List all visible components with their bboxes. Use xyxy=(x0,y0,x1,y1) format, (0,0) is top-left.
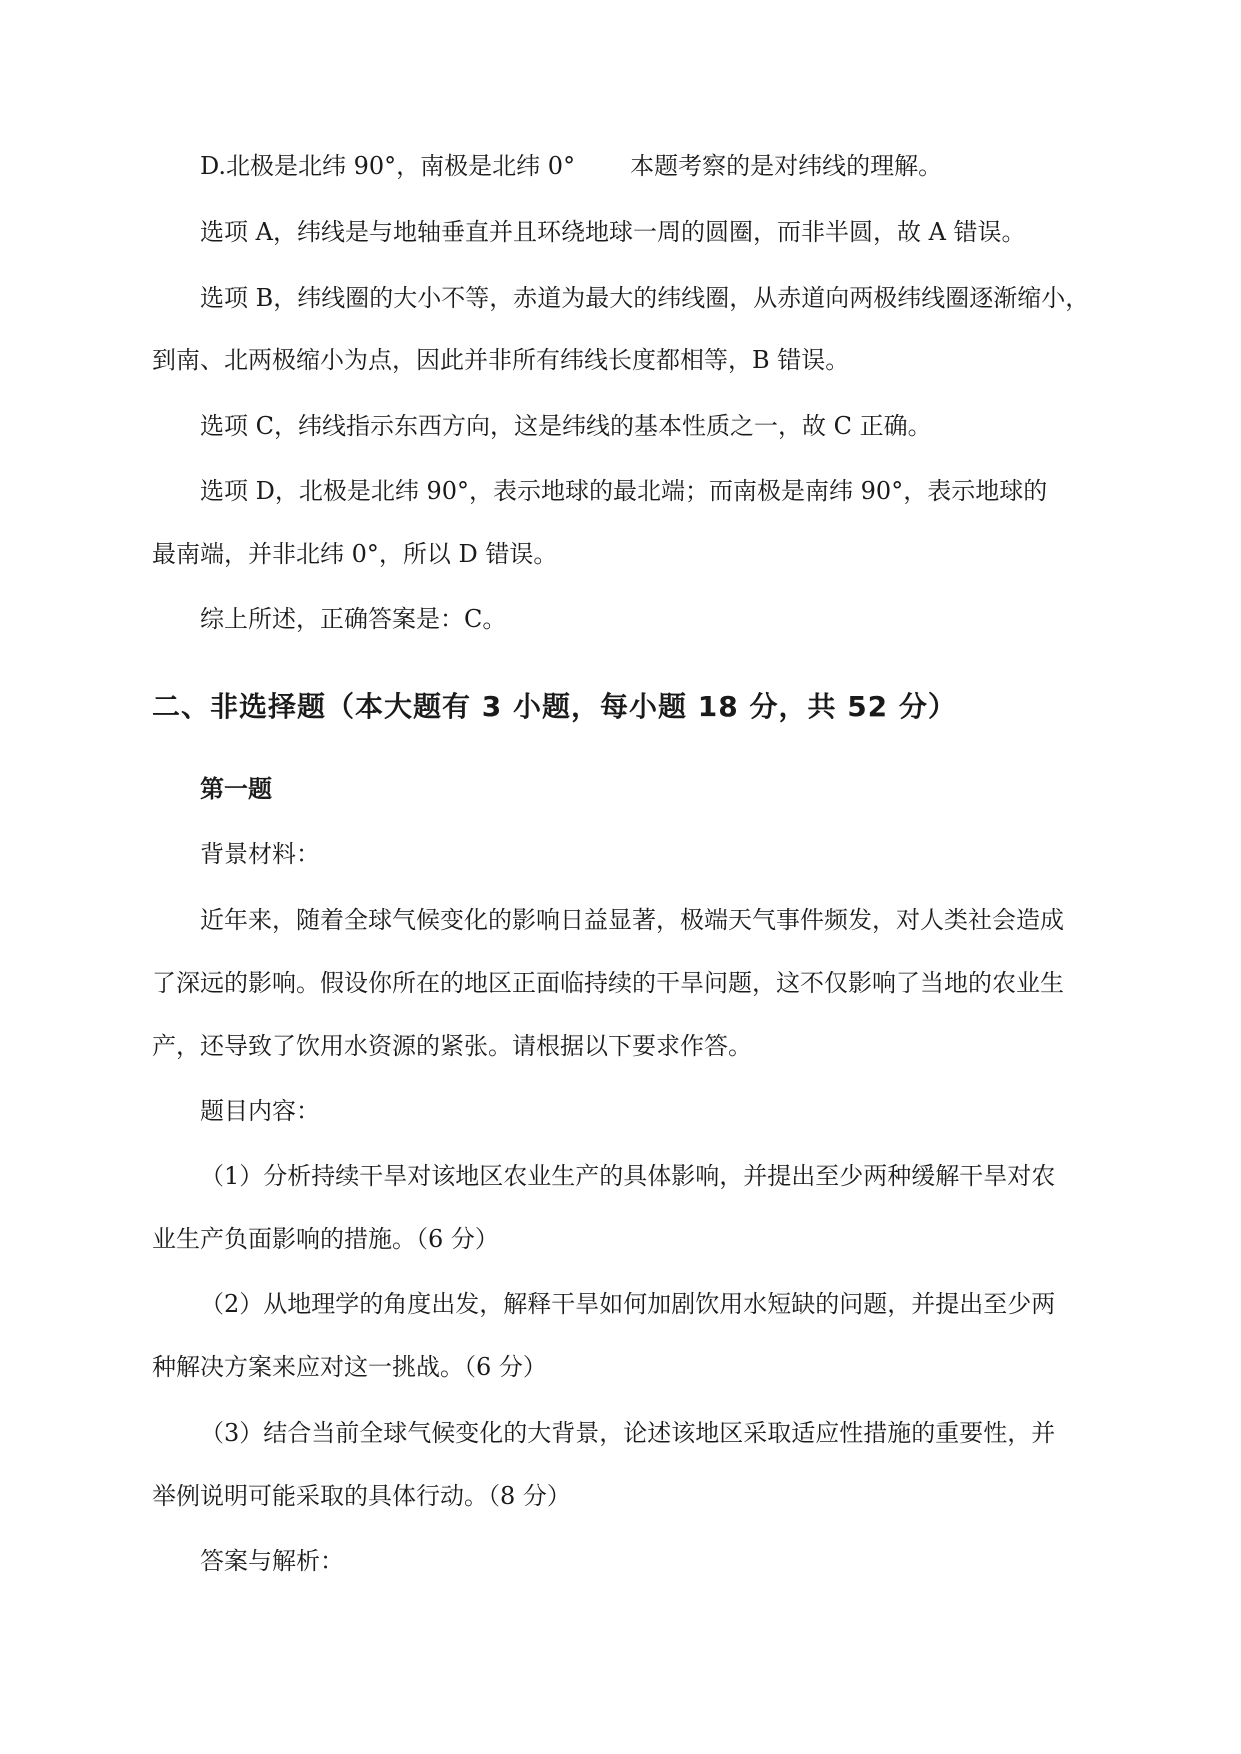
item-1-line-2: 业生产负面影响的措施。（6 分） xyxy=(152,1225,499,1253)
explain-c: 选项 C，纬线指示东西方向，这是纬线的基本性质之一，故 C 正确。 xyxy=(200,412,932,440)
background-label: 背景材料： xyxy=(200,840,320,868)
content-label: 题目内容： xyxy=(200,1097,320,1125)
item-3-line-2: 举例说明可能采取的具体行动。（8 分） xyxy=(152,1482,571,1510)
explain-b-line-2: 到南、北两极缩小为点，因此并非所有纬线长度都相等，B 错误。 xyxy=(152,346,850,374)
topic-note: 本题考察的是对纬线的理解。 xyxy=(630,152,943,180)
option-d-text: D.北极是北纬 90°，南极是北纬 0° xyxy=(200,152,576,180)
explain-d-line-2: 最南端，并非北纬 0°，所以 D 错误。 xyxy=(152,540,558,568)
summary: 综上所述，正确答案是：C。 xyxy=(200,605,507,633)
question-1-title: 第一题 xyxy=(200,775,272,803)
item-2-line-2: 种解决方案来应对这一挑战。（6 分） xyxy=(152,1353,547,1381)
section-heading: 二、非选择题（本大题有 3 小题，每小题 18 分，共 52 分） xyxy=(152,690,957,723)
explain-d-line-1: 选项 D，北极是北纬 90°，表示地球的最北端；而南极是南纬 90°，表示地球的 xyxy=(200,477,1048,505)
background-line-1: 近年来，随着全球气候变化的影响日益显著，极端天气事件频发，对人类社会造成 xyxy=(200,906,1064,934)
option-d-line xyxy=(0,151,1241,181)
background-line-2: 了深远的影响。假设你所在的地区正面临持续的干旱问题，这不仅影响了当地的农业生 xyxy=(152,969,1064,997)
item-2-line-1: （2）从地理学的角度出发，解释干旱如何加剧饮用水短缺的问题，并提出至少两 xyxy=(200,1290,1056,1318)
background-line-3: 产，还导致了饮用水资源的紧张。请根据以下要求作答。 xyxy=(152,1032,752,1060)
item-1-line-1: （1）分析持续干旱对该地区农业生产的具体影响，并提出至少两种缓解干旱对农 xyxy=(200,1162,1056,1190)
item-3-line-1: （3）结合当前全球气候变化的大背景，论述该地区采取适应性措施的重要性，并 xyxy=(200,1419,1056,1447)
explain-b-line-1: 选项 B，纬线圈的大小不等，赤道为最大的纬线圈，从赤道向两极纬线圈逐渐缩小， xyxy=(200,284,1090,312)
explain-a: 选项 A，纬线是与地轴垂直并且环绕地球一周的圆圈，而非半圆，故 A 错误。 xyxy=(200,218,1026,246)
answer-label: 答案与解析： xyxy=(200,1547,344,1575)
